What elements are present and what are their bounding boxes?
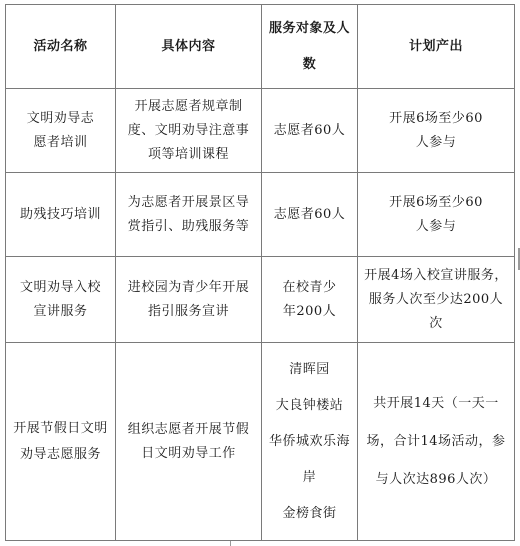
table-row bbox=[6, 89, 515, 173]
row4-target-venue: 华侨城欢乐海岸 bbox=[268, 433, 350, 485]
header-content: 具体内容 bbox=[116, 5, 262, 89]
page-bottom-mark bbox=[230, 541, 231, 546]
header-target-text: 服务对象及人数 bbox=[268, 20, 350, 72]
header-activity-name: 活动名称 bbox=[6, 5, 116, 89]
row3-content: 进校园为青少年开展指引服务宣讲 bbox=[116, 257, 262, 343]
row1-output: 开展6场至少60人参与 bbox=[358, 89, 515, 173]
row4-output: 共开展14天（一天一场，合计14场活动，参与人次达896人次） bbox=[358, 343, 515, 541]
table-row bbox=[6, 343, 515, 541]
row2-content: 为志愿者开展景区导赏指引、助残服务等 bbox=[116, 173, 262, 257]
table-row bbox=[6, 257, 515, 343]
row4-name: 开展节假日文明劝导志愿服务 bbox=[6, 343, 116, 541]
row3-target: 在校青少年200人 bbox=[262, 257, 358, 343]
row4-content: 组织志愿者开展节假日文明劝导工作 bbox=[116, 343, 262, 541]
row4-target-venue: 清晖园 bbox=[289, 361, 330, 377]
table-row bbox=[6, 173, 515, 257]
row2-name: 助残技巧培训 bbox=[6, 173, 116, 257]
row1-content: 开展志愿者规章制度、文明劝导注意事项等培训课程 bbox=[116, 89, 262, 173]
activity-plan-table bbox=[5, 4, 515, 541]
row1-name: 文明劝导志愿者培训 bbox=[6, 89, 116, 173]
row3-output: 开展4场入校宣讲服务，服务人次至少达200人次 bbox=[358, 257, 515, 343]
row1-target: 志愿者60人 bbox=[262, 89, 358, 173]
header-target bbox=[262, 5, 358, 89]
header-output: 计划产出 bbox=[358, 5, 515, 89]
row2-target: 志愿者60人 bbox=[262, 173, 358, 257]
row4-target-venue: 大良钟楼站 bbox=[275, 397, 344, 413]
row4-target-list bbox=[262, 343, 358, 541]
row2-output: 开展6场至少60人参与 bbox=[358, 173, 515, 257]
row3-name: 文明劝导入校宣讲服务 bbox=[6, 257, 116, 343]
table-header-row bbox=[6, 5, 515, 89]
row4-target-venue: 金榜食街 bbox=[282, 505, 337, 521]
